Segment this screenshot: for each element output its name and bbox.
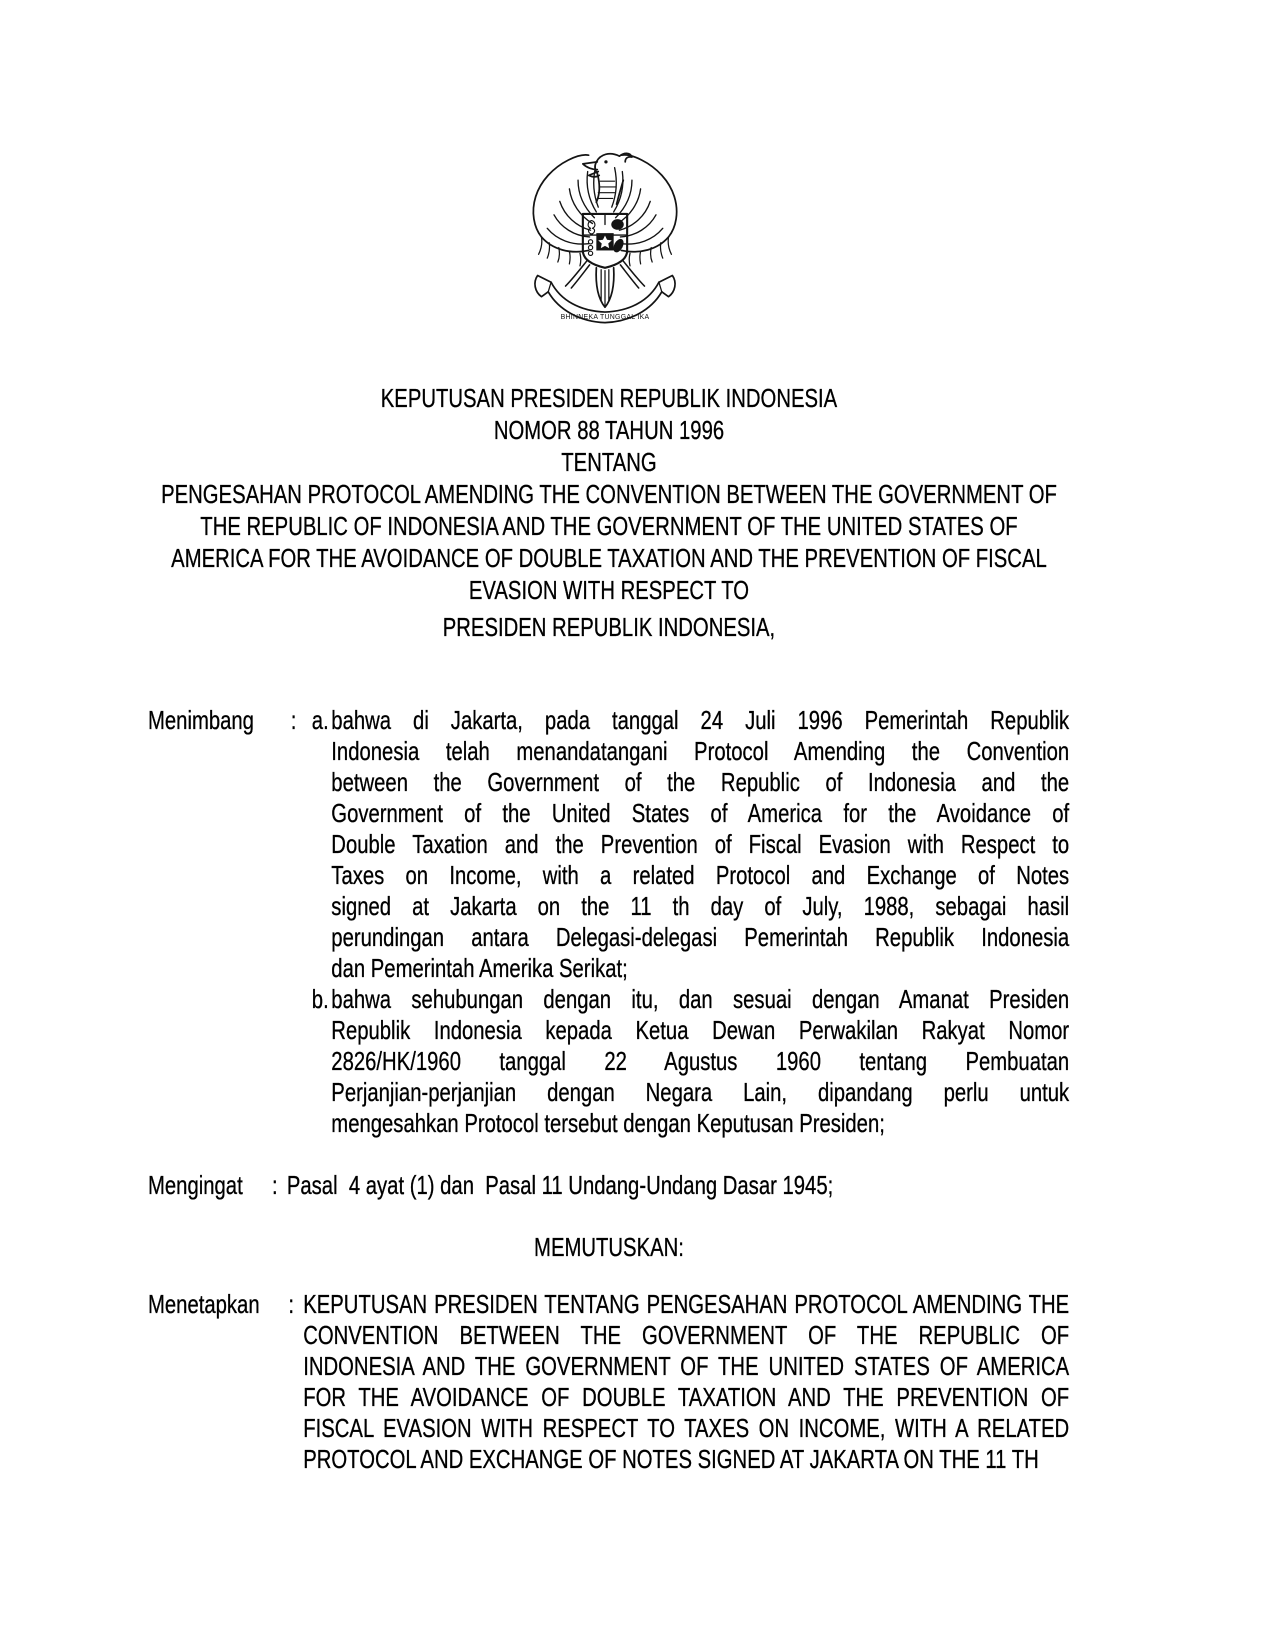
recalling-section bbox=[148, 1170, 1070, 1201]
text-line: FOR THE AVOIDANCE OF DOUBLE TAXATION AND THE PREVENTION OF bbox=[303, 1382, 1070, 1412]
recalling-text: Pasal 4 ayat (1) dan Pasal 11 Undang-Undang Dasar 1945; bbox=[286, 1170, 834, 1200]
document-body bbox=[148, 0, 1070, 1475]
text-line: dan Pemerintah Amerika Serikat; bbox=[331, 953, 628, 983]
text-line: mengesahkan Protocol tersebut dengan Keputusan Presiden; bbox=[331, 1108, 885, 1138]
item-letter: b. bbox=[311, 984, 329, 1014]
text-line: CONVENTION BETWEEN THE GOVERNMENT OF THE REPUBLIC OF bbox=[303, 1320, 1070, 1350]
enacting-colon: : bbox=[288, 1289, 295, 1319]
considering-label: Menimbang bbox=[148, 705, 254, 735]
considering-item-b bbox=[312, 984, 1069, 1139]
text-line: Double Taxation and the Prevention of Fiscal Evasion with Respect to bbox=[331, 829, 1070, 859]
text-line: EVASION WITH RESPECT TO bbox=[468, 575, 750, 605]
considering-item-a bbox=[312, 705, 1069, 984]
text-line: signed at Jakarta on the 11 th day of July, 1988, sebagai hasil bbox=[331, 891, 1070, 921]
text-line: bahwa sehubungan dengan itu, dan sesuai dengan Amanat Presiden bbox=[331, 984, 1070, 1014]
text-line: KEPUTUSAN PRESIDEN REPUBLIK INDONESIA bbox=[380, 383, 838, 413]
text-line: INDONESIA AND THE GOVERNMENT OF THE UNITED STATES OF AMERICA bbox=[303, 1351, 1070, 1381]
item-letter: a. bbox=[311, 705, 329, 735]
item-text bbox=[331, 984, 1069, 1139]
considering-items bbox=[312, 705, 1069, 1139]
text-line: KEPUTUSAN PRESIDEN TENTANG PENGESAHAN PROTOCOL AMENDING THE bbox=[303, 1289, 1070, 1319]
text-line: Republik Indonesia kepada Ketua Dewan Perwakilan Rakyat Nomor bbox=[331, 1015, 1070, 1045]
enacting-section bbox=[148, 1289, 1070, 1475]
text-line: between the Government of the Republic of Indonesia and the bbox=[331, 767, 1070, 797]
considering-section bbox=[148, 705, 1070, 1139]
text-line: NOMOR 88 TAHUN 1996 bbox=[493, 415, 725, 445]
enacting-text bbox=[303, 1289, 1069, 1475]
decree-title bbox=[148, 382, 1070, 606]
motto-text: BHINNEKA TUNGGAL IKA bbox=[560, 313, 650, 321]
text-line: 2826/HK/1960 tanggal 22 Agustus 1960 tentang Pembuatan bbox=[331, 1046, 1070, 1076]
text-line: TENTANG bbox=[561, 447, 657, 477]
text-line: FISCAL EVASION WITH RESPECT TO TAXES ON INCOME, WITH A RELATED bbox=[303, 1413, 1070, 1443]
considering-colon: : bbox=[290, 705, 297, 735]
text-line: PENGESAHAN PROTOCOL AMENDING THE CONVENTION BETWEEN THE GOVERNMENT OF bbox=[161, 479, 1057, 509]
text-line: perundingan antara Delegasi-delegasi Pemerintah Republik Indonesia bbox=[331, 922, 1070, 952]
recalling-colon: : bbox=[272, 1170, 278, 1200]
text-line: bahwa di Jakarta, pada tanggal 24 Juli 1996 Pemerintah Republik bbox=[331, 705, 1070, 735]
text-line: THE REPUBLIC OF INDONESIA AND THE GOVERNMENT OF THE UNITED STATES OF bbox=[200, 511, 1018, 541]
recalling-label: Mengingat bbox=[148, 1170, 243, 1200]
text-line: Indonesia telah menandatangani Protocol Amending the Convention bbox=[331, 736, 1070, 766]
text-line: PROTOCOL AND EXCHANGE OF NOTES SIGNED AT JAKARTA ON THE 11 TH bbox=[303, 1444, 1039, 1474]
enacting-label: Menetapkan bbox=[148, 1289, 260, 1319]
text-line: Perjanjian-perjanjian dengan Negara Lain, dipandang perlu untuk bbox=[331, 1077, 1070, 1107]
text-line: AMERICA FOR THE AVOIDANCE OF DOUBLE TAXATION AND THE PREVENTION OF FISCAL bbox=[171, 543, 1047, 573]
text-line: Government of the United States of America for the Avoidance of bbox=[331, 798, 1070, 828]
item-text bbox=[331, 705, 1069, 984]
salutation-line: PRESIDEN REPUBLIK INDONESIA, bbox=[442, 612, 776, 642]
decides-heading: MEMUTUSKAN: bbox=[534, 1232, 684, 1262]
text-line: Taxes on Income, with a related Protocol and Exchange of Notes bbox=[331, 860, 1070, 890]
